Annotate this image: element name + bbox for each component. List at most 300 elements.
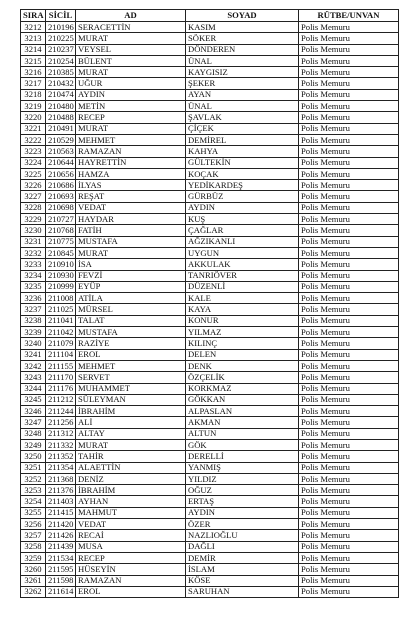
table-row [21, 225, 399, 236]
cell-sira: 3253 [21, 485, 46, 496]
cell-soyad: DÖNDEREN [186, 44, 299, 55]
cell-rutbe: Polis Memuru [299, 33, 399, 44]
cell-sicil: 211025 [46, 304, 76, 315]
cell-sicil: 211614 [46, 586, 76, 597]
cell-sira: 3240 [21, 338, 46, 349]
cell-sicil: 211244 [46, 406, 76, 417]
table-row [21, 236, 399, 247]
cell-sicil: 210656 [46, 168, 76, 179]
cell-rutbe: Polis Memuru [299, 462, 399, 473]
cell-sira: 3221 [21, 123, 46, 134]
cell-rutbe: Polis Memuru [299, 349, 399, 360]
cell-sicil: 210432 [46, 78, 76, 89]
cell-sira: 3215 [21, 55, 46, 66]
cell-sicil: 210693 [46, 191, 76, 202]
cell-soyad: ÖZÇELİK [186, 372, 299, 383]
table-row [21, 112, 399, 123]
cell-soyad: AYAN [186, 89, 299, 100]
cell-ad: DENİZ [76, 473, 186, 484]
cell-sicil: 211155 [46, 360, 76, 371]
cell-ad: MURAT [76, 439, 186, 450]
cell-ad: İBRAHİM [76, 485, 186, 496]
cell-sira: 3214 [21, 44, 46, 55]
cell-sicil: 210698 [46, 202, 76, 213]
table-row [21, 507, 399, 518]
cell-rutbe: Polis Memuru [299, 191, 399, 202]
cell-rutbe: Polis Memuru [299, 327, 399, 338]
cell-soyad: YILDIZ [186, 473, 299, 484]
cell-rutbe: Polis Memuru [299, 55, 399, 66]
cell-sira: 3258 [21, 541, 46, 552]
table-row [21, 586, 399, 597]
cell-sira: 3213 [21, 33, 46, 44]
cell-ad: RAMAZAN [76, 146, 186, 157]
cell-ad: SÜLEYMAN [76, 394, 186, 405]
cell-rutbe: Polis Memuru [299, 247, 399, 258]
table-row [21, 123, 399, 134]
cell-sicil: 210254 [46, 55, 76, 66]
table-row [21, 247, 399, 258]
table-row [21, 451, 399, 462]
cell-sicil: 211595 [46, 564, 76, 575]
cell-rutbe: Polis Memuru [299, 541, 399, 552]
cell-sira: 3247 [21, 417, 46, 428]
cell-soyad: KUŞ [186, 214, 299, 225]
table-row [21, 22, 399, 33]
table-row [21, 168, 399, 179]
cell-soyad: KALE [186, 293, 299, 304]
cell-sicil: 211439 [46, 541, 76, 552]
cell-ad: TALAT [76, 315, 186, 326]
table-row [21, 496, 399, 507]
table-row [21, 202, 399, 213]
cell-sira: 3255 [21, 507, 46, 518]
cell-soyad: AKKULAK [186, 259, 299, 270]
header-sicil: SİCİL [46, 10, 76, 22]
cell-rutbe: Polis Memuru [299, 451, 399, 462]
cell-rutbe: Polis Memuru [299, 530, 399, 541]
cell-sira: 3223 [21, 146, 46, 157]
cell-sicil: 211176 [46, 383, 76, 394]
cell-rutbe: Polis Memuru [299, 406, 399, 417]
cell-rutbe: Polis Memuru [299, 293, 399, 304]
cell-ad: METİN [76, 101, 186, 112]
cell-rutbe: Polis Memuru [299, 338, 399, 349]
cell-rutbe: Polis Memuru [299, 67, 399, 78]
cell-ad: İLYAS [76, 180, 186, 191]
cell-rutbe: Polis Memuru [299, 586, 399, 597]
table-row [21, 134, 399, 145]
table-row [21, 541, 399, 552]
cell-soyad: TANRIÖVER [186, 270, 299, 281]
table-row [21, 214, 399, 225]
cell-soyad: DAĞLI [186, 541, 299, 552]
cell-sira: 3239 [21, 327, 46, 338]
cell-sira: 3254 [21, 496, 46, 507]
cell-rutbe: Polis Memuru [299, 134, 399, 145]
cell-ad: MEHMET [76, 360, 186, 371]
table-row [21, 55, 399, 66]
cell-sicil: 211598 [46, 575, 76, 586]
cell-sicil: 210910 [46, 259, 76, 270]
cell-rutbe: Polis Memuru [299, 496, 399, 507]
table-row [21, 327, 399, 338]
cell-sicil: 211104 [46, 349, 76, 360]
cell-soyad: KAHYA [186, 146, 299, 157]
cell-ad: MUSA [76, 541, 186, 552]
cell-sira: 3261 [21, 575, 46, 586]
cell-soyad: DEMİR [186, 552, 299, 563]
cell-soyad: DERELLİ [186, 451, 299, 462]
table-header-row [21, 10, 399, 22]
cell-soyad: DÜZENLİ [186, 281, 299, 292]
table-row [21, 281, 399, 292]
cell-ad: EYÜP [76, 281, 186, 292]
cell-rutbe: Polis Memuru [299, 507, 399, 518]
cell-ad: HAMZA [76, 168, 186, 179]
cell-ad: VEDAT [76, 519, 186, 530]
cell-sira: 3238 [21, 315, 46, 326]
cell-ad: ALİ [76, 417, 186, 428]
cell-rutbe: Polis Memuru [299, 146, 399, 157]
cell-sicil: 211352 [46, 451, 76, 462]
cell-soyad: KOÇAK [186, 168, 299, 179]
cell-soyad: AYDIN [186, 507, 299, 518]
cell-ad: ATİLA [76, 293, 186, 304]
cell-sicil: 210727 [46, 214, 76, 225]
table-row [21, 439, 399, 450]
cell-soyad: NAZLIOĞLU [186, 530, 299, 541]
cell-soyad: OĞUZ [186, 485, 299, 496]
cell-rutbe: Polis Memuru [299, 259, 399, 270]
cell-sicil: 210563 [46, 146, 76, 157]
cell-sira: 3216 [21, 67, 46, 78]
cell-sicil: 210385 [46, 67, 76, 78]
cell-sicil: 210644 [46, 157, 76, 168]
personnel-table [20, 9, 399, 598]
cell-sira: 3234 [21, 270, 46, 281]
cell-sira: 3257 [21, 530, 46, 541]
cell-rutbe: Polis Memuru [299, 225, 399, 236]
cell-soyad: YEDİKARDEŞ [186, 180, 299, 191]
cell-sira: 3235 [21, 281, 46, 292]
table-row [21, 44, 399, 55]
table-row [21, 383, 399, 394]
table-row [21, 417, 399, 428]
cell-sira: 3225 [21, 168, 46, 179]
cell-rutbe: Polis Memuru [299, 360, 399, 371]
cell-sicil: 211079 [46, 338, 76, 349]
cell-ad: RECEP [76, 552, 186, 563]
cell-sira: 3248 [21, 428, 46, 439]
cell-sicil: 211042 [46, 327, 76, 338]
cell-ad: RECAİ [76, 530, 186, 541]
cell-sira: 3250 [21, 451, 46, 462]
cell-rutbe: Polis Memuru [299, 202, 399, 213]
cell-sira: 3232 [21, 247, 46, 258]
cell-ad: MUHAMMET [76, 383, 186, 394]
cell-sira: 3220 [21, 112, 46, 123]
cell-ad: MURAT [76, 247, 186, 258]
cell-sira: 3241 [21, 349, 46, 360]
cell-sira: 3252 [21, 473, 46, 484]
cell-ad: HÜSEYİN [76, 564, 186, 575]
cell-ad: VEDAT [76, 202, 186, 213]
table-row [21, 315, 399, 326]
table-row [21, 89, 399, 100]
cell-soyad: KORKMAZ [186, 383, 299, 394]
table-row [21, 180, 399, 191]
cell-ad: AYHAN [76, 496, 186, 507]
cell-sicil: 211376 [46, 485, 76, 496]
table-row [21, 485, 399, 496]
table-row [21, 157, 399, 168]
cell-soyad: GÜRBÜZ [186, 191, 299, 202]
cell-soyad: KAYA [186, 304, 299, 315]
cell-soyad: SÖKER [186, 33, 299, 44]
cell-ad: RAZİYE [76, 338, 186, 349]
cell-rutbe: Polis Memuru [299, 372, 399, 383]
cell-soyad: AĞZIKANLI [186, 236, 299, 247]
cell-soyad: ÖZER [186, 519, 299, 530]
table-row [21, 575, 399, 586]
cell-rutbe: Polis Memuru [299, 394, 399, 405]
cell-sira: 3227 [21, 191, 46, 202]
cell-ad: REŞAT [76, 191, 186, 202]
table-row [21, 564, 399, 575]
cell-soyad: DELEN [186, 349, 299, 360]
cell-ad: SERVET [76, 372, 186, 383]
cell-ad: ALAETTİN [76, 462, 186, 473]
cell-rutbe: Polis Memuru [299, 44, 399, 55]
cell-rutbe: Polis Memuru [299, 236, 399, 247]
table-row [21, 270, 399, 281]
cell-soyad: DENK [186, 360, 299, 371]
table-row [21, 101, 399, 112]
cell-sira: 3245 [21, 394, 46, 405]
cell-rutbe: Polis Memuru [299, 281, 399, 292]
cell-soyad: ERTAŞ [186, 496, 299, 507]
cell-sira: 3226 [21, 180, 46, 191]
cell-ad: ALTAY [76, 428, 186, 439]
cell-sicil: 210529 [46, 134, 76, 145]
cell-sicil: 211415 [46, 507, 76, 518]
cell-sicil: 210491 [46, 123, 76, 134]
cell-sira: 3237 [21, 304, 46, 315]
cell-ad: MUSTAFA [76, 327, 186, 338]
cell-ad: RECEP [76, 112, 186, 123]
table-row [21, 146, 399, 157]
table-row [21, 552, 399, 563]
cell-sira: 3229 [21, 214, 46, 225]
cell-sira: 3262 [21, 586, 46, 597]
cell-ad: İBRAHİM [76, 406, 186, 417]
cell-soyad: DEMİREL [186, 134, 299, 145]
cell-ad: İSA [76, 259, 186, 270]
header-sira: SIRA [21, 10, 46, 22]
cell-sira: 3244 [21, 383, 46, 394]
table-row [21, 67, 399, 78]
cell-ad: MURAT [76, 67, 186, 78]
table-row [21, 372, 399, 383]
cell-sira: 3233 [21, 259, 46, 270]
cell-rutbe: Polis Memuru [299, 519, 399, 530]
table-row [21, 394, 399, 405]
cell-sicil: 211008 [46, 293, 76, 304]
cell-ad: MURAT [76, 123, 186, 134]
table-row [21, 293, 399, 304]
cell-rutbe: Polis Memuru [299, 564, 399, 575]
cell-soyad: GÜLTEKİN [186, 157, 299, 168]
cell-rutbe: Polis Memuru [299, 304, 399, 315]
table-row [21, 349, 399, 360]
cell-soyad: AKMAN [186, 417, 299, 428]
cell-rutbe: Polis Memuru [299, 383, 399, 394]
cell-rutbe: Polis Memuru [299, 428, 399, 439]
cell-sira: 3243 [21, 372, 46, 383]
cell-sicil: 210237 [46, 44, 76, 55]
cell-sira: 3222 [21, 134, 46, 145]
cell-rutbe: Polis Memuru [299, 112, 399, 123]
cell-sira: 3217 [21, 78, 46, 89]
cell-sira: 3231 [21, 236, 46, 247]
cell-sicil: 210686 [46, 180, 76, 191]
cell-rutbe: Polis Memuru [299, 315, 399, 326]
cell-rutbe: Polis Memuru [299, 439, 399, 450]
cell-sira: 3249 [21, 439, 46, 450]
cell-sira: 3228 [21, 202, 46, 213]
cell-sicil: 211403 [46, 496, 76, 507]
cell-soyad: KILINÇ [186, 338, 299, 349]
cell-rutbe: Polis Memuru [299, 417, 399, 428]
cell-sira: 3212 [21, 22, 46, 33]
cell-soyad: GÖKKAN [186, 394, 299, 405]
cell-ad: VEYSEL [76, 44, 186, 55]
cell-soyad: GÖK [186, 439, 299, 450]
cell-soyad: ALTUN [186, 428, 299, 439]
cell-soyad: KÖSE [186, 575, 299, 586]
table-row [21, 304, 399, 315]
cell-ad: MAHMUT [76, 507, 186, 518]
table-row [21, 338, 399, 349]
cell-ad: HAYDAR [76, 214, 186, 225]
cell-rutbe: Polis Memuru [299, 157, 399, 168]
cell-ad: MÜRSEL [76, 304, 186, 315]
cell-ad: TAHİR [76, 451, 186, 462]
cell-sicil: 210225 [46, 33, 76, 44]
cell-sicil: 210488 [46, 112, 76, 123]
cell-ad: EROL [76, 349, 186, 360]
table-row [21, 428, 399, 439]
cell-sicil: 211426 [46, 530, 76, 541]
cell-rutbe: Polis Memuru [299, 485, 399, 496]
cell-soyad: UYGUN [186, 247, 299, 258]
cell-ad: FEVZİ [76, 270, 186, 281]
table-row [21, 78, 399, 89]
cell-sicil: 211256 [46, 417, 76, 428]
cell-sira: 3219 [21, 101, 46, 112]
cell-soyad: ŞAVLAK [186, 112, 299, 123]
cell-soyad: ÇAĞLAR [186, 225, 299, 236]
cell-soyad: İSLAM [186, 564, 299, 575]
cell-soyad: SARUHAN [186, 586, 299, 597]
cell-sicil: 211534 [46, 552, 76, 563]
cell-rutbe: Polis Memuru [299, 78, 399, 89]
cell-rutbe: Polis Memuru [299, 270, 399, 281]
cell-ad: SERACETTİN [76, 22, 186, 33]
cell-sira: 3259 [21, 552, 46, 563]
cell-sira: 3246 [21, 406, 46, 417]
header-rutbe: RÜTBE/UNVAN [299, 10, 399, 22]
cell-sira: 3251 [21, 462, 46, 473]
cell-sicil: 211332 [46, 439, 76, 450]
cell-ad: EROL [76, 586, 186, 597]
cell-rutbe: Polis Memuru [299, 89, 399, 100]
cell-soyad: KASIM [186, 22, 299, 33]
cell-rutbe: Polis Memuru [299, 180, 399, 191]
cell-ad: AYDIN [76, 89, 186, 100]
cell-sira: 3260 [21, 564, 46, 575]
cell-sira: 3224 [21, 157, 46, 168]
cell-sicil: 211420 [46, 519, 76, 530]
cell-sira: 3242 [21, 360, 46, 371]
cell-soyad: ÜNAL [186, 101, 299, 112]
table-row [21, 360, 399, 371]
cell-soyad: KONUR [186, 315, 299, 326]
cell-sicil: 211312 [46, 428, 76, 439]
cell-soyad: ÜNAL [186, 55, 299, 66]
cell-sicil: 211041 [46, 315, 76, 326]
cell-rutbe: Polis Memuru [299, 22, 399, 33]
header-ad: AD [76, 10, 186, 22]
cell-rutbe: Polis Memuru [299, 473, 399, 484]
cell-ad: HAYRETTİN [76, 157, 186, 168]
table-row [21, 33, 399, 44]
cell-sicil: 210930 [46, 270, 76, 281]
cell-sicil: 210196 [46, 22, 76, 33]
cell-ad: MURAT [76, 33, 186, 44]
cell-sira: 3256 [21, 519, 46, 530]
cell-sira: 3236 [21, 293, 46, 304]
table-row [21, 259, 399, 270]
cell-soyad: AYDIN [186, 202, 299, 213]
cell-sicil: 211354 [46, 462, 76, 473]
cell-sicil: 211368 [46, 473, 76, 484]
cell-sicil: 210480 [46, 101, 76, 112]
cell-soyad: YANMIŞ [186, 462, 299, 473]
cell-ad: FATİH [76, 225, 186, 236]
cell-sicil: 211212 [46, 394, 76, 405]
cell-soyad: ALPASLAN [186, 406, 299, 417]
cell-rutbe: Polis Memuru [299, 168, 399, 179]
cell-soyad: ŞEKER [186, 78, 299, 89]
cell-soyad: YILMAZ [186, 327, 299, 338]
cell-rutbe: Polis Memuru [299, 214, 399, 225]
header-soyad: SOYAD [186, 10, 299, 22]
cell-sicil: 210768 [46, 225, 76, 236]
cell-sira: 3230 [21, 225, 46, 236]
cell-sicil: 210845 [46, 247, 76, 258]
cell-sicil: 210999 [46, 281, 76, 292]
table-row [21, 519, 399, 530]
cell-soyad: KAYGISIZ [186, 67, 299, 78]
cell-rutbe: Polis Memuru [299, 575, 399, 586]
cell-rutbe: Polis Memuru [299, 123, 399, 134]
table-row [21, 530, 399, 541]
cell-ad: RAMAZAN [76, 575, 186, 586]
cell-sicil: 210474 [46, 89, 76, 100]
cell-sicil: 211170 [46, 372, 76, 383]
